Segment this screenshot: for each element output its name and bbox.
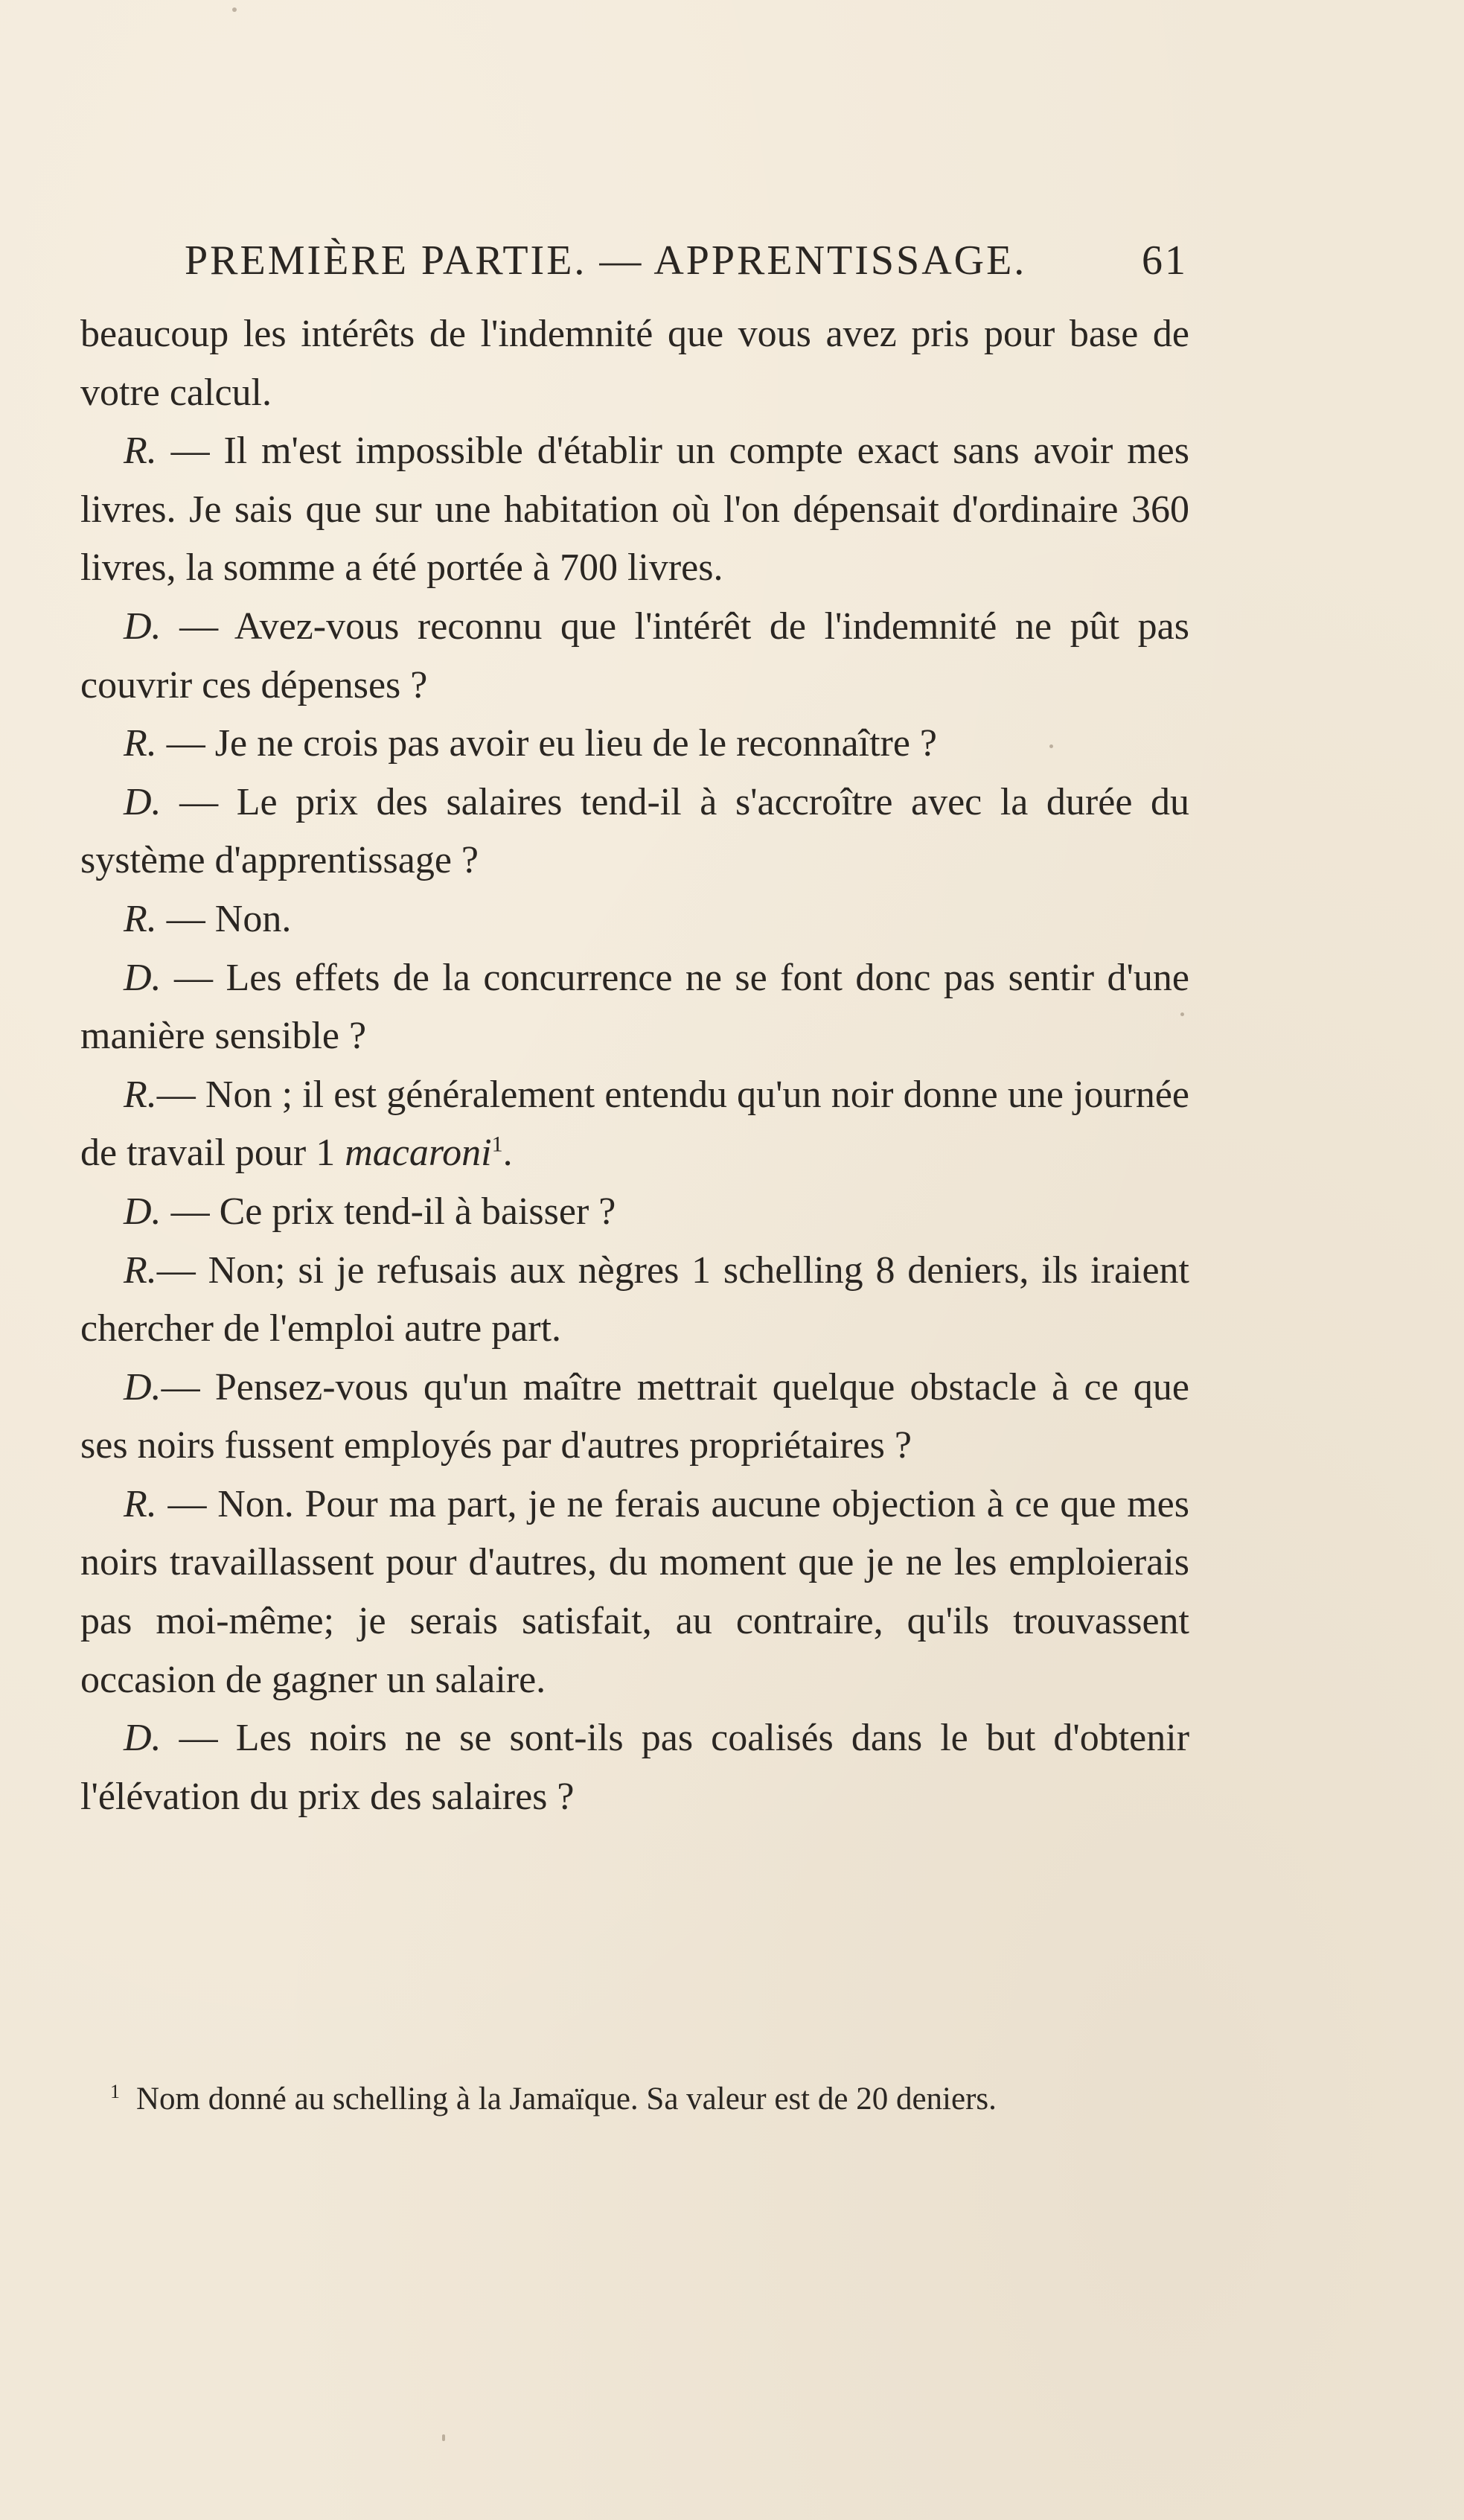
- speaker-label: R.: [124, 430, 157, 473]
- paragraph-text: Ce prix tend-il à baisser ?: [219, 1190, 616, 1233]
- dash-separator: —: [161, 1365, 215, 1409]
- paragraph-text: Je ne crois pas avoir eu lieu de le reconnaître ?: [214, 722, 937, 765]
- answer-paragraph: [80, 1066, 1189, 1183]
- answer-paragraph: [80, 1476, 1189, 1709]
- dash-separator: —: [161, 780, 237, 823]
- question-paragraph: [80, 949, 1189, 1066]
- question-paragraph: [80, 773, 1189, 890]
- question-paragraph: [80, 1359, 1189, 1476]
- footnote-marker: 1: [110, 2080, 120, 2102]
- dash-separator: —: [156, 897, 215, 940]
- footnote: [110, 2077, 1189, 2122]
- answer-paragraph: [80, 1242, 1189, 1359]
- dash-separator: —: [161, 605, 234, 648]
- dash-separator: —: [156, 1248, 208, 1292]
- speaker-label: D.: [124, 956, 162, 999]
- dash-separator: —: [161, 1717, 236, 1760]
- speaker-label: D.: [124, 1190, 162, 1233]
- paper-speck: [1180, 1012, 1184, 1016]
- italic-term: macaroni: [345, 1132, 492, 1175]
- speaker-label: R.: [124, 897, 157, 940]
- footnote-reference: 1: [491, 1132, 503, 1157]
- answer-paragraph: [80, 890, 1189, 949]
- body-text: [80, 305, 1189, 1826]
- paragraph-text: Avez-vous reconnu que l'intérêt de l'indemnité ne pût pas couvrir ces dépenses ?: [80, 605, 1189, 706]
- dash-separator: —: [161, 1190, 220, 1233]
- paragraph-text: Les effets de la concurrence ne se font donc pas sentir d'une manière sensible ?: [80, 956, 1190, 1058]
- question-paragraph: [80, 1709, 1189, 1826]
- running-header: [185, 237, 1188, 296]
- page-number: 61: [1142, 237, 1188, 284]
- answer-paragraph: [80, 715, 1189, 773]
- speaker-label: R.: [124, 1073, 157, 1116]
- paragraph-text: Les noirs ne se sont-ils pas coalisés dans le but d'obtenir l'élévation du prix des salaires ?: [80, 1717, 1190, 1818]
- paragraph-text: Le prix des salaires tend-il à s'accroître avec la durée du système d'apprentissage ?: [80, 780, 1189, 882]
- paper-speck: [1049, 744, 1053, 748]
- dash-separator: —: [156, 722, 215, 765]
- paragraph-text: Non.: [214, 897, 292, 940]
- footnote-text: Nom donné au schelling à la Jamaïque. Sa valeur est de 20 deniers.: [136, 2082, 997, 2117]
- speaker-label: R.: [124, 1482, 157, 1525]
- speaker-label: D.: [124, 780, 162, 823]
- paragraph-text: Non. Pour ma part, je ne ferais aucune objection à ce que mes noirs travaillassent pour d'autres, du moment que je ne les emploierais pas moi-même; je serais satisfait, au contraire, qu'ils trouvassent occasion de gagner un salaire.: [80, 1482, 1189, 1701]
- dash-separator: —: [156, 1073, 205, 1116]
- question-paragraph: [80, 598, 1189, 715]
- paragraph-continuation: [80, 305, 1189, 422]
- speaker-label: R.: [124, 722, 157, 765]
- running-title: PREMIÈRE PARTIE. — APPRENTISSAGE.: [185, 237, 1027, 284]
- paragraph-text: Non ; il est généralement entendu qu'un noir donne une journée de travail pour 1: [80, 1073, 1189, 1175]
- speaker-label: D.: [124, 1717, 162, 1760]
- paper-speck: [232, 7, 237, 12]
- speaker-label: D.: [124, 1365, 162, 1409]
- speaker-label: R.: [124, 1248, 157, 1292]
- answer-paragraph: [80, 422, 1189, 598]
- question-paragraph: [80, 1183, 1189, 1242]
- paragraph-text: beaucoup les intérêts de l'indemnité que vous avez pris pour base de votre calcul.: [80, 313, 1189, 414]
- paragraph-text: Il m'est impossible d'établir un compte exact sans avoir mes livres. Je sais que sur une habitation où l'on dépensait d'ordinaire 360 livres, la somme a été portée à 700 livres.: [80, 430, 1189, 590]
- dash-separator: —: [156, 1482, 218, 1525]
- speaker-label: D.: [124, 605, 162, 648]
- paragraph-text: Non; si je refusais aux nègres 1 schelling 8 deniers, ils iraient chercher de l'emploi autre part.: [80, 1248, 1189, 1350]
- dash-separator: —: [156, 430, 224, 473]
- paragraph-text: Pensez-vous qu'un maître mettrait quelque obstacle à ce que ses noirs fussent employés par d'autres propriétaires ?: [80, 1365, 1190, 1467]
- paragraph-end-punctuation: .: [502, 1132, 513, 1175]
- paper-speck: [442, 2434, 445, 2441]
- dash-separator: —: [161, 956, 226, 999]
